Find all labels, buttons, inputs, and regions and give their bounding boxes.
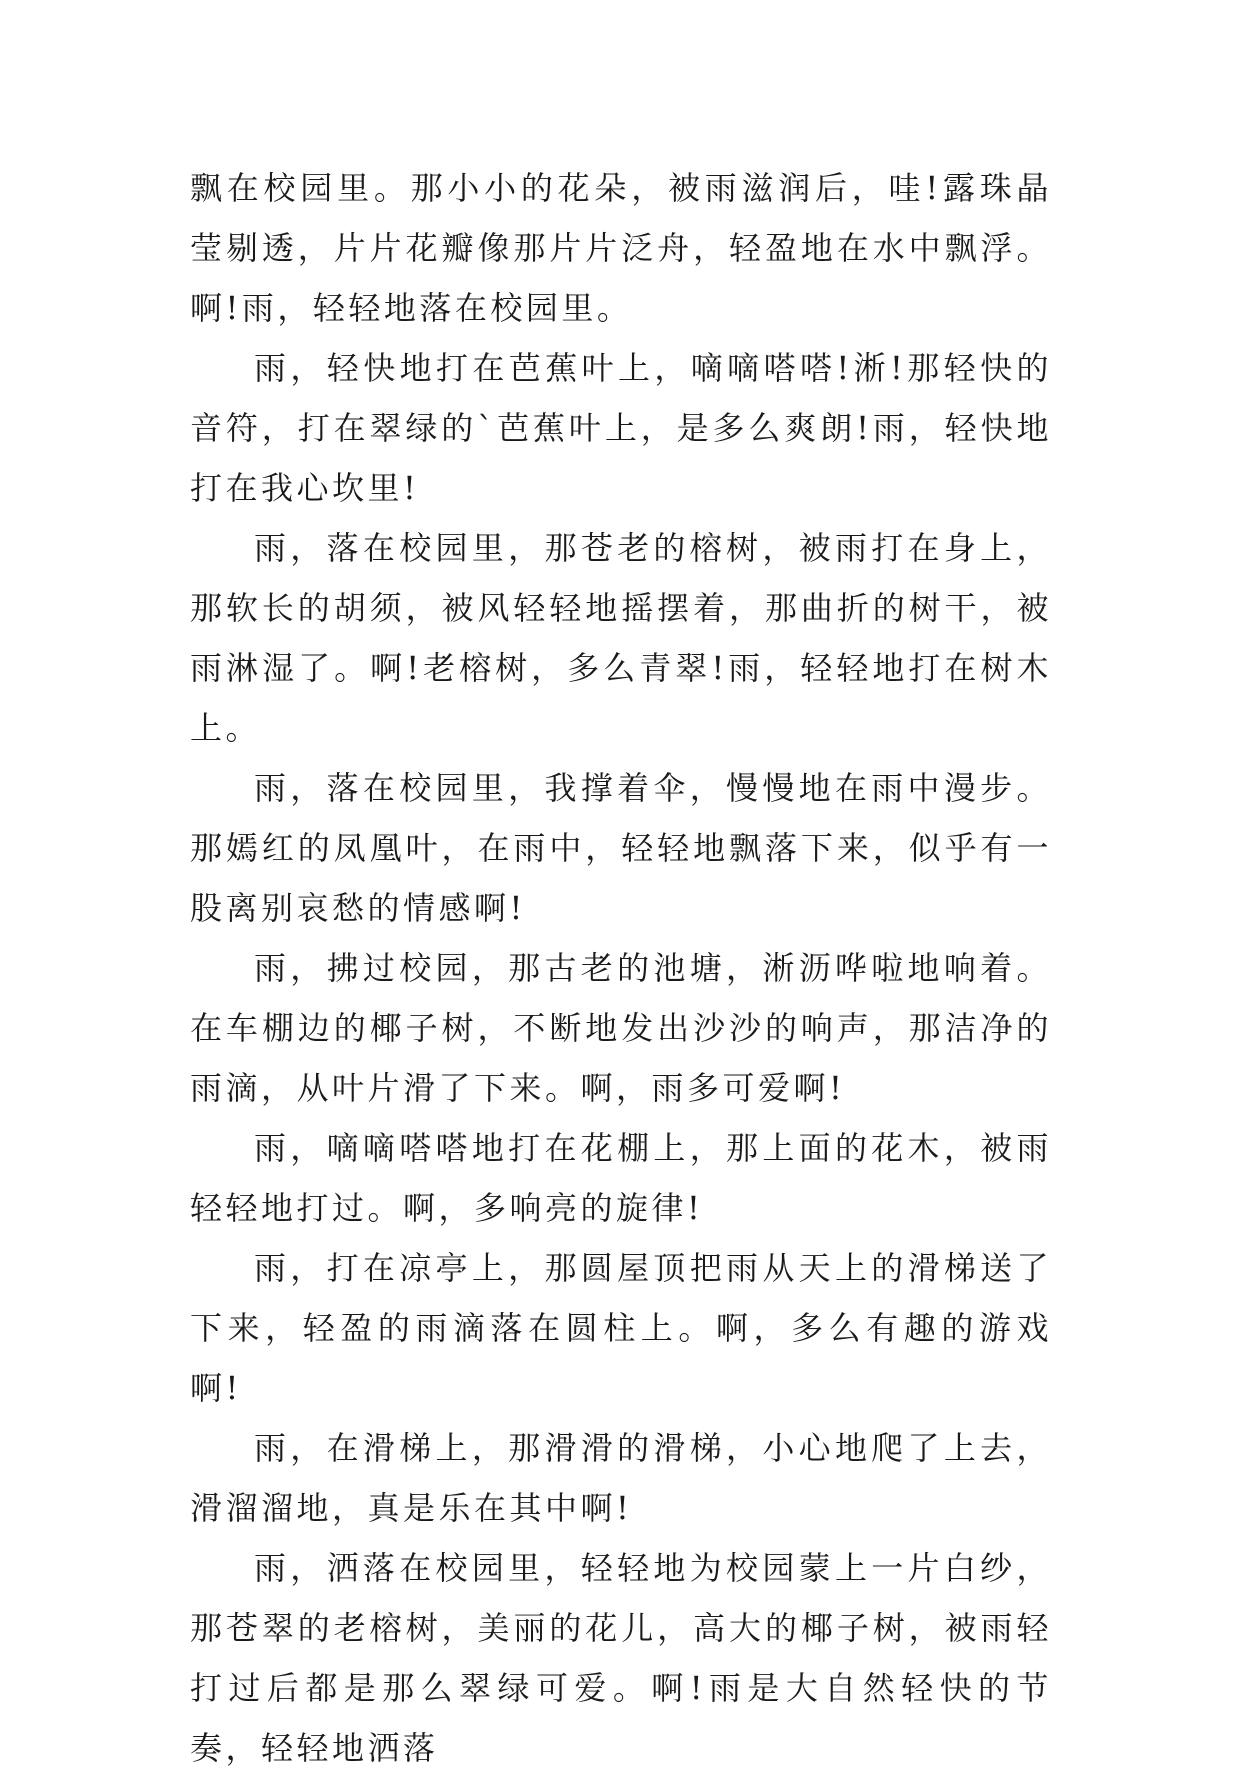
- paragraph-8: 雨，在滑梯上，那滑滑的滑梯，小心地爬了上去，滑溜溜地，真是乐在其中啊!: [190, 1429, 1052, 1527]
- paragraph-5: 雨，拂过校园，那古老的池塘，淅沥哗啦地响着。在车棚边的椰子树，不断地发出沙沙的响声，那洁净的雨滴，从叶片滑了下来。啊，雨多可爱啊!: [190, 949, 1052, 1107]
- paragraph-4: 雨，落在校园里，我撑着伞，慢慢地在雨中漫步。那嫣红的凤凰叶，在雨中，轻轻地飘落下来，似乎有一股离别哀愁的情感啊!: [190, 769, 1052, 927]
- paragraph-3: 雨，落在校园里，那苍老的榕树，被雨打在身上，那软长的胡须，被风轻轻地摇摆着，那曲折的树干，被雨淋湿了。啊!老榕树，多么青翠!雨，轻轻地打在树木上。: [190, 529, 1052, 747]
- paragraph-1: 飘在校园里。那小小的花朵，被雨滋润后，哇!露珠晶莹剔透，片片花瓣像那片片泛舟，轻盈地在水中飘浮。啊!雨，轻轻地落在校园里。: [190, 169, 1052, 327]
- paragraph-9: 雨，洒落在校园里，轻轻地为校园蒙上一片白纱，那苍翠的老榕树，美丽的花儿，高大的椰子树，被雨轻打过后都是那么翠绿可爱。啊!雨是大自然轻快的节奏，轻轻地洒落: [190, 1549, 1052, 1767]
- paragraph-7: 雨，打在凉亭上，那圆屋顶把雨从天上的滑梯送了下来，轻盈的雨滴落在圆柱上。啊，多么有趣的游戏啊!: [190, 1249, 1052, 1407]
- paragraph-2: 雨，轻快地打在芭蕉叶上，嘀嘀嗒嗒!淅!那轻快的音符，打在翠绿的`芭蕉叶上，是多么爽朗!雨，轻快地打在我心坎里!: [190, 349, 1052, 507]
- paragraph-6: 雨，嘀嘀嗒嗒地打在花棚上，那上面的花木，被雨轻轻地打过。啊，多响亮的旋律!: [190, 1129, 1052, 1227]
- document-body: [190, 158, 1052, 1778]
